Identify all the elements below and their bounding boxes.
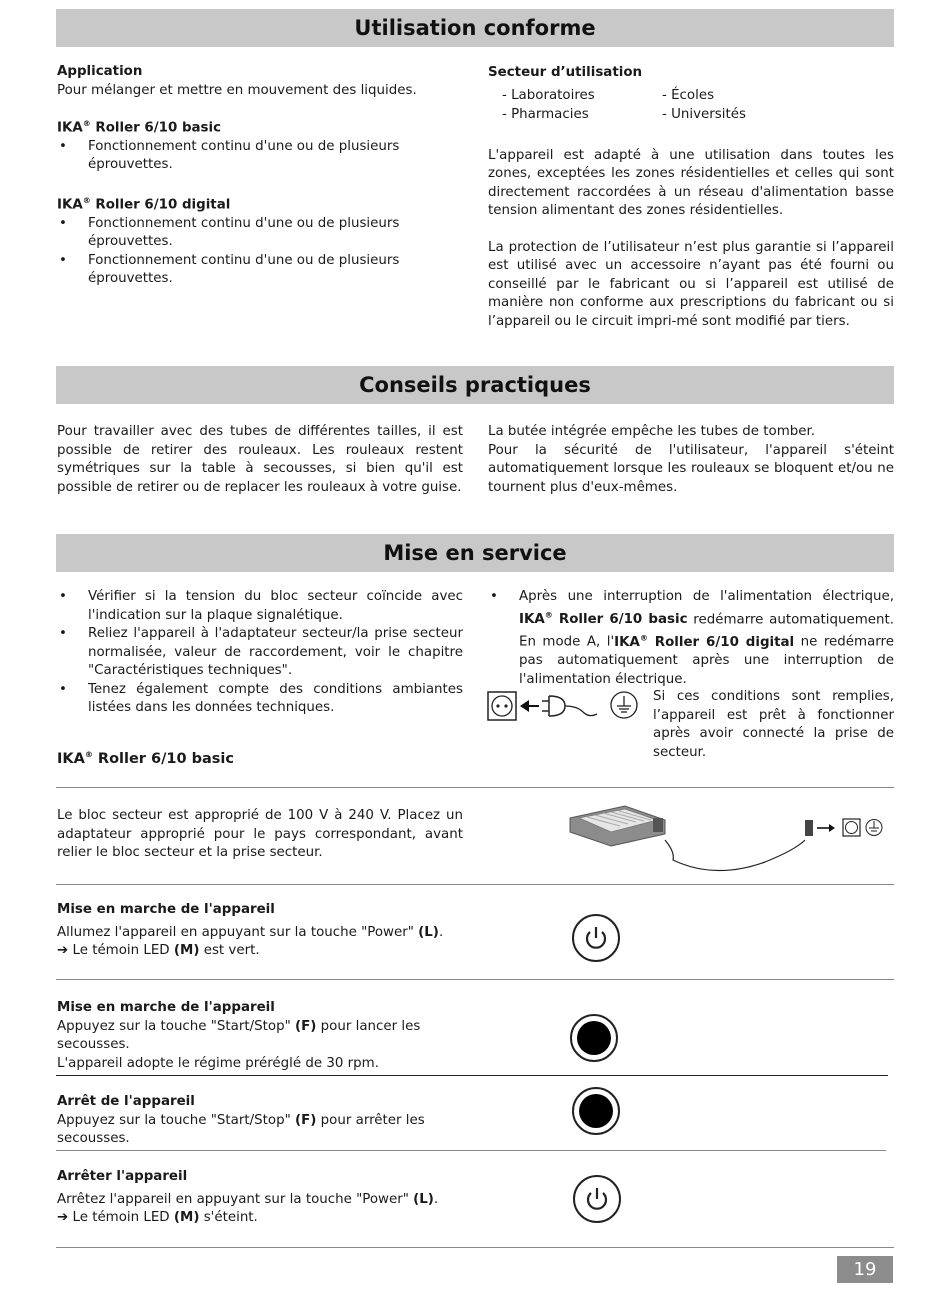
application-heading: Application — [57, 64, 143, 79]
sector-item: - Universités — [662, 106, 746, 122]
row-power-off — [57, 1168, 497, 1228]
row-line: Appuyez sur la touche "Start/Stop" (F) pour arrêter les secousses. — [57, 1112, 425, 1146]
list-item: • Tenez également compte des conditions ambiantes listées dans les données techniques. — [57, 681, 463, 718]
power-supply-text: Le bloc secteur est approprié de 100 V à 240 V. Placez un adaptateur approprié pour le pays correspondant, avant relier le bloc secteur et la prise secteur. — [57, 808, 463, 860]
row-stop-shaking — [57, 1093, 497, 1149]
tips-right — [488, 423, 894, 497]
list-item: • Reliez l'appareil à l'adaptateur secteur/la prise secteur normalisée, valeur de raccordement, voir le chapitre "Caractéristiques techniques". — [57, 625, 463, 681]
setup-right — [488, 588, 894, 689]
plug-connection-icon — [487, 688, 642, 724]
section-title-utilisation: Utilisation conforme — [56, 9, 894, 47]
power-button-icon[interactable] — [573, 1175, 621, 1223]
row-heading: Arrêt de l'appareil — [57, 1094, 195, 1109]
conditions-text: Si ces conditions sont remplies, l’appareil est prêt à fonctionner après avoir connecté la prise de secteur. — [653, 689, 894, 760]
row-line: Appuyez sur la touche "Start/Stop" (F) pour lancer les secousses. — [57, 1018, 421, 1052]
protection-paragraph: La protection de l’utilisateur n’est plus garantie si l’appareil est utilisé avec un accessoire n’ayant pas été fourni ou conseillé par le fabricant ou si l’appareil est utilisé de manière non conforme aux prescriptions du fabricant ou si l’appareil ou le circuit impri-mé sont modifié par tiers. — [488, 239, 894, 329]
section-title-mise-en-service: Mise en service — [56, 534, 894, 572]
row-power-on — [57, 901, 497, 961]
row-line: ➔ Le témoin LED (M) s'éteint. — [57, 1210, 258, 1225]
row-line: Allumez l'appareil en appuyant sur la touche "Power" (L). — [57, 924, 444, 940]
setup-left — [57, 588, 463, 718]
model-heading: IKA® Roller 6/10 basic — [57, 750, 234, 767]
divider — [56, 1150, 886, 1151]
tips-right-safety: Pour la sécurité de l'utilisateur, l'appareil s'éteint automatiquement lorsque les rouleaux se bloquent et/ou ne tournent plus d'eux-mêmes. — [488, 442, 894, 495]
basic-heading: IKA® Roller 6/10 basic — [57, 119, 222, 136]
tips-left: Pour travailler avec des tubes de différentes tailles, il est possible de retirer des rouleaux. Les rouleaux restent symétriques sur la table à secousses, si bien qu'il est possible de retirer ou de replacer les rouleaux à votre guise. — [57, 424, 463, 495]
sector-item: - Laboratoires — [502, 87, 595, 103]
basic-bullets — [57, 138, 467, 175]
digital-bullets — [57, 215, 467, 289]
sector-heading: Secteur d’utilisation — [488, 65, 643, 80]
divider — [56, 884, 894, 885]
divider — [56, 1075, 888, 1076]
divider — [56, 787, 894, 788]
row-line: ➔ Le témoin LED (M) est vert. — [57, 943, 260, 958]
row-line: L'appareil adopte le régime préréglé de 30 rpm. — [57, 1055, 379, 1071]
list-item: • Fonctionnement continu d'une ou de plusieurs éprouvettes. — [57, 215, 467, 252]
divider — [56, 979, 894, 980]
power-button-icon[interactable] — [572, 914, 620, 962]
sector-block — [488, 64, 894, 331]
start-stop-button-icon[interactable] — [572, 1087, 620, 1135]
digital-heading: IKA® Roller 6/10 digital — [57, 195, 231, 213]
application-text: Pour mélanger et mettre en mouvement des liquides. — [57, 82, 417, 98]
row-start-shaking — [57, 999, 497, 1073]
tips-right-line: La butée intégrée empêche les tubes de tomber. — [488, 424, 816, 439]
row-heading: Arrêter l'appareil — [57, 1169, 188, 1184]
page-number: 19 — [837, 1256, 893, 1283]
start-stop-button-icon[interactable] — [570, 1014, 618, 1062]
divider — [56, 1247, 894, 1248]
list-item: • Fonctionnement continu d'une ou de plusieurs éprouvettes. — [57, 252, 467, 289]
application-block — [57, 63, 467, 289]
list-item: • Vérifier si la tension du bloc secteur coïncide avec l'indication sur la plaque signalétique. — [57, 588, 463, 625]
row-line: Arrêtez l'appareil en appuyant sur la touche "Power" (L). — [57, 1191, 439, 1207]
row-heading: Mise en marche de l'appareil — [57, 902, 275, 917]
sector-item: - Pharmacies — [502, 106, 589, 122]
list-item: • Fonctionnement continu d'une ou de plusieurs éprouvettes. — [57, 138, 467, 175]
section-title-conseils: Conseils practiques — [56, 366, 894, 404]
list-item: • Après une interruption de l'alimentation électrique, IKA® Roller 6/10 basic redémarre automatiquement. En mode A, l'IKA® Roller 6/10 digital ne redémarre pas automatiquement après une interruption de l'alimentation électrique. — [488, 588, 894, 689]
sector-item: - Écoles — [662, 87, 715, 103]
device-connection-illustration — [565, 800, 890, 880]
zone-paragraph: L'appareil est adapté à une utilisation dans toutes les zones, exceptées les zones résidentielles et celles qui sont directement raccordées à un réseau d'alimentation basse tension alimentant des zones résidentielles. — [488, 147, 894, 218]
row-heading: Mise en marche de l'appareil — [57, 1000, 275, 1015]
